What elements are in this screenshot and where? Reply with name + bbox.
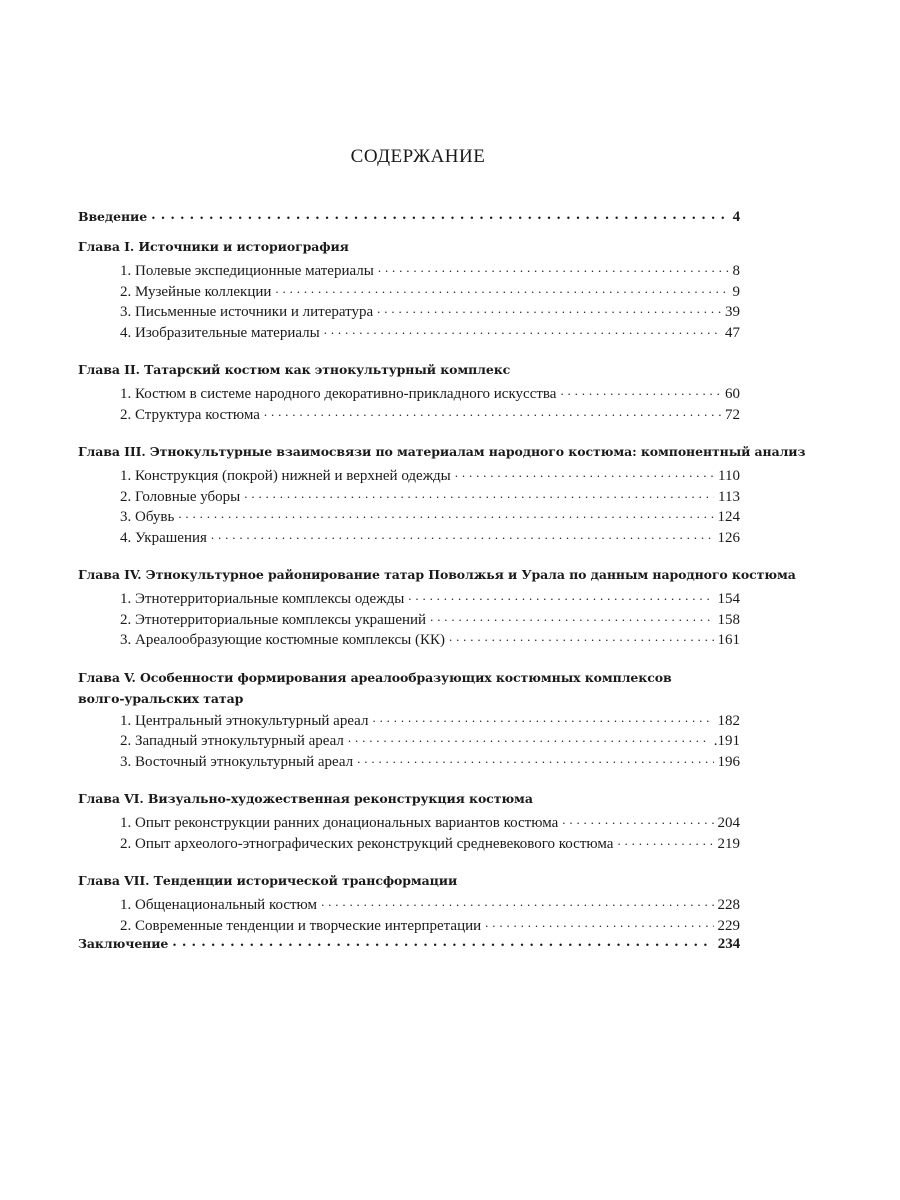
toc-entry[interactable] [78, 322, 740, 343]
chapter-heading[interactable] [78, 239, 740, 260]
toc-entry[interactable] [78, 915, 740, 936]
chapter-4 [78, 567, 796, 650]
toc-entry[interactable] [78, 588, 740, 609]
toc-entry-label: 3. Письменные источники и литература [120, 304, 374, 320]
toc-entry-label: 1. Центральный этнокультурный ареал [120, 712, 369, 729]
dot-leader [449, 629, 714, 644]
dot-leader [211, 527, 714, 542]
dot-leader [455, 465, 714, 480]
toc-entry-intro[interactable] [78, 208, 740, 229]
toc-entry[interactable] [78, 527, 740, 548]
toc-entry[interactable] [78, 812, 740, 833]
toc-page-number: 110 [718, 468, 740, 484]
toc-entry[interactable] [78, 404, 740, 425]
toc-entry-label: 2. Опыт археолого-этнографических реконструкций средневекового костюма [120, 835, 614, 852]
toc-entry-conclusion[interactable] [78, 935, 740, 956]
toc-entry[interactable] [78, 710, 740, 731]
toc-entry[interactable] [78, 609, 740, 630]
toc-page-number: 60 [725, 386, 740, 402]
chapter-title: Глава VII. Тенденции исторической трансформации [78, 873, 458, 888]
dot-leader [275, 281, 728, 296]
toc-entry[interactable] [78, 751, 740, 772]
toc-page-number: 126 [717, 529, 740, 546]
dot-leader [264, 404, 721, 419]
chapter-heading[interactable] [78, 362, 740, 383]
toc-entry[interactable] [78, 730, 740, 751]
toc-page-number: 9 [732, 283, 740, 300]
chapter-heading[interactable] [78, 444, 806, 465]
dot-leader [178, 506, 713, 521]
chapter-heading-continued[interactable] [78, 691, 740, 710]
toc-entry-label: 1. Опыт реконструкции ранних донациональных вариантов костюма [120, 815, 559, 831]
toc-page-number: 158 [717, 611, 740, 628]
toc-page-number: 229 [717, 917, 740, 934]
toc-entry-label: 3. Ареалообразующие костюмные комплексы (КК) [120, 632, 445, 648]
dot-leader [378, 260, 729, 275]
toc-entry-label: 1. Конструкция (покрой) нижней и верхней одежды [120, 468, 451, 484]
toc-page-number: 72 [725, 406, 740, 423]
toc-entry-label: 2. Музейные коллекции [120, 283, 272, 300]
toc-entry[interactable] [78, 260, 740, 281]
toc-entry-label: Заключение [78, 935, 169, 951]
toc-entry[interactable] [78, 894, 740, 915]
toc-page-number: 228 [717, 897, 740, 913]
toc-page-number: .191 [713, 733, 740, 749]
toc-entry-label: 1. Полевые экспедиционные материалы [120, 263, 374, 279]
toc-page-number: 39 [725, 304, 740, 320]
toc-entry[interactable] [78, 506, 740, 527]
toc-entry-label: 3. Восточный этнокультурный ареал [120, 753, 354, 770]
dot-leader [617, 833, 713, 848]
chapter-title: Глава II. Татарский костюм как этнокультурный комплекс [78, 362, 511, 377]
chapter-title: Глава IV. Этнокультурное районирование татар Поволжья и Урала по данным народного костюма [78, 567, 796, 582]
dot-leader [321, 894, 713, 909]
toc-entry-label: 1. Этнотерриториальные комплексы одежды [120, 591, 405, 607]
chapter-title: Глава I. Источники и историография [78, 239, 349, 254]
chapter-title-continued: волго-уральских татар [78, 690, 244, 706]
chapter-1 [78, 239, 740, 342]
dot-leader [562, 812, 713, 827]
toc-entry-label: 4. Изобразительные материалы [120, 324, 320, 341]
toc-page-number: 4 [732, 208, 740, 225]
toc-page-number: 204 [717, 815, 740, 831]
dot-leader [151, 208, 729, 221]
dot-leader [357, 751, 713, 766]
toc-page-number: 47 [725, 324, 740, 341]
toc-page-number: 124 [717, 509, 740, 525]
toc-entry[interactable] [78, 486, 740, 507]
toc-page-number: 182 [717, 712, 740, 729]
dot-leader [172, 935, 714, 948]
toc-entry-label: 2. Этнотерриториальные комплексы украшений [120, 611, 427, 628]
toc-page-number: 196 [717, 753, 740, 770]
toc-entry[interactable] [78, 301, 740, 322]
toc-page-number: 113 [718, 488, 740, 505]
chapter-title: Глава VI. Визуально-художественная реконструкция костюма [78, 791, 533, 806]
toc-entry-label: Введение [78, 208, 148, 224]
chapter-heading[interactable] [78, 873, 740, 894]
dot-leader [348, 730, 710, 745]
chapter-3 [78, 444, 806, 547]
dot-leader [244, 486, 714, 501]
chapter-heading[interactable] [78, 670, 740, 691]
page-title: СОДЕРЖАНИЕ [350, 146, 486, 167]
chapter-heading[interactable] [78, 567, 796, 588]
toc-page-number: 219 [717, 835, 740, 852]
table-of-contents [78, 208, 806, 956]
toc-entry-label: 1. Костюм в системе народного декоративно-прикладного искусства [120, 386, 557, 402]
toc-entry[interactable] [78, 629, 740, 650]
toc-entry-label: 2. Западный этнокультурный ареал [120, 733, 344, 749]
toc-page-number: 234 [717, 935, 740, 952]
toc-entry-label: 2. Головные уборы [120, 488, 241, 505]
dot-leader [372, 710, 713, 725]
toc-entry-label: 3. Обувь [120, 509, 175, 525]
chapter-2 [78, 362, 740, 424]
chapter-title: Глава V. Особенности формирования ареалообразующих костюмных комплексов [78, 669, 672, 685]
toc-page-number: 154 [717, 591, 740, 607]
dot-leader [324, 322, 721, 337]
dot-leader [485, 915, 713, 930]
dot-leader [408, 588, 713, 603]
toc-entry[interactable] [78, 383, 740, 404]
dot-leader [560, 383, 721, 398]
toc-entry-label: 2. Современные тенденции и творческие интерпретации [120, 917, 482, 934]
toc-entry-label: 2. Структура костюма [120, 406, 260, 423]
toc-page-number: 161 [717, 632, 740, 648]
chapter-6 [78, 791, 740, 853]
toc-entry-label: 1. Общенациональный костюм [120, 897, 318, 913]
toc-page-number: 8 [732, 263, 740, 279]
dot-leader [377, 301, 721, 316]
toc-entry-label: 4. Украшения [120, 529, 207, 546]
toc-entry[interactable] [78, 281, 740, 302]
chapter-title: Глава III. Этнокультурные взаимосвязи по материалам народного костюма: компонентный анализ [78, 444, 806, 459]
chapter-7 [78, 873, 740, 935]
toc-entry[interactable] [78, 833, 740, 854]
toc-entry[interactable] [78, 465, 740, 486]
chapter-heading[interactable] [78, 791, 740, 812]
chapter-5 [78, 670, 740, 772]
dot-leader [430, 609, 713, 624]
